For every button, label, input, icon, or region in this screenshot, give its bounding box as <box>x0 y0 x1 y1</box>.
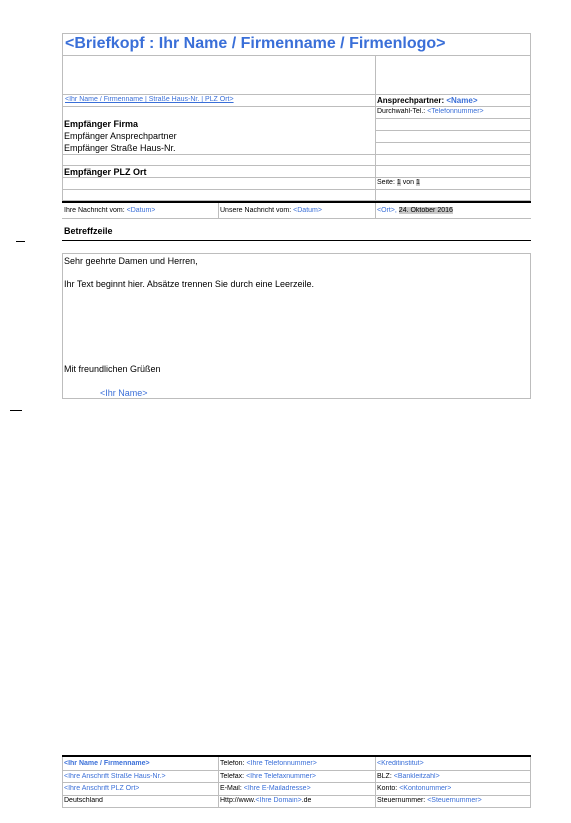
footer-company[interactable]: <Ihr Name / Firmenname> <box>64 760 150 767</box>
recipient-city[interactable]: Empfänger PLZ Ort <box>64 167 147 177</box>
footer-phone-value[interactable]: <Ihre Telefonnummer> <box>246 760 317 767</box>
divider <box>62 55 531 56</box>
place-date-cell <box>377 207 453 214</box>
reference-top-rule <box>62 201 531 203</box>
recipient-contact[interactable]: Empfänger Ansprechpartner <box>64 131 177 141</box>
divider <box>62 94 531 95</box>
contact-value[interactable]: <Name> <box>446 96 478 105</box>
closing[interactable]: Mit freundlichen Grüßen <box>64 364 161 374</box>
divider <box>62 189 531 190</box>
footer-blz-label: BLZ: <box>377 773 392 780</box>
footer-tax <box>377 797 482 804</box>
footer-country[interactable]: Deutschland <box>64 797 103 804</box>
footer-web-label: Http://www. <box>220 797 256 804</box>
footer-blz-value[interactable]: <Bankleitzahl> <box>393 773 440 780</box>
phone-value[interactable]: <Telefonnummer> <box>427 108 484 115</box>
divider <box>62 795 531 796</box>
divider <box>62 165 531 166</box>
footer-phone <box>220 760 317 767</box>
fold-mark-top <box>16 241 25 242</box>
footer-tax-label: Steuernummer: <box>377 797 426 804</box>
greeting[interactable]: Sehr geehrte Damen und Herren, <box>64 256 198 266</box>
contact-label: Ansprechpartner: <box>377 96 445 105</box>
your-message-cell <box>64 207 155 214</box>
footer-bank[interactable]: <Kreditinstitut> <box>377 760 424 767</box>
our-message-date[interactable]: <Datum> <box>293 207 322 214</box>
subject-rule <box>62 240 531 241</box>
footer-phone-label: Telefon: <box>220 760 245 767</box>
footer-account <box>377 785 451 792</box>
recipient-street[interactable]: Empfänger Straße Haus-Nr. <box>64 143 176 153</box>
letterhead-title[interactable]: <Briefkopf : Ihr Name / Firmenname / Firmenlogo> <box>65 35 446 52</box>
divider <box>62 218 531 219</box>
divider <box>375 142 531 143</box>
footer-fax <box>220 773 316 780</box>
page-label: Seite: <box>377 179 395 186</box>
contact-row <box>377 96 478 105</box>
our-message-label: Unsere Nachricht vom: <box>220 207 292 214</box>
footer-fax-value[interactable]: <Ihre Telefaxnummer> <box>246 773 316 780</box>
recipient-company[interactable]: Empfänger Firma <box>64 119 139 129</box>
phone-label: Durchwahl-Tel.: <box>377 108 426 115</box>
body-text[interactable]: Ihr Text beginnt hier. Absätze trennen Sie durch eine Leerzeile. <box>64 279 314 289</box>
footer-web <box>220 797 311 804</box>
footer-fax-label: Telefax: <box>220 773 245 780</box>
divider <box>62 154 531 155</box>
footer-web-value[interactable]: <Ihre Domain> <box>255 797 302 804</box>
page-current: 1 <box>396 179 401 186</box>
footer-account-value[interactable]: <Kontonummer> <box>399 785 452 792</box>
divider <box>375 757 376 808</box>
divider <box>62 782 531 783</box>
footer-tax-value[interactable]: <Steuernummer> <box>427 797 482 804</box>
divider <box>62 177 531 178</box>
divider <box>375 55 376 201</box>
footer-email-value[interactable]: <Ihre E-Mailadresse> <box>243 785 311 792</box>
footer-web-suffix: .de <box>301 797 312 804</box>
footer-blz <box>377 773 440 780</box>
page-total: 1 <box>415 179 420 186</box>
divider <box>375 203 376 218</box>
your-message-date[interactable]: <Datum> <box>126 207 156 214</box>
divider <box>218 757 219 808</box>
subject-line[interactable]: Betreffzeile <box>64 226 113 236</box>
date-field[interactable]: 24. Oktober 2016 <box>398 207 453 214</box>
divider <box>375 118 531 119</box>
footer-email <box>220 785 311 792</box>
your-message-label: Ihre Nachricht vom: <box>64 207 125 214</box>
our-message-cell <box>220 207 322 214</box>
footer-city[interactable]: <Ihre Anschrift PLZ Ort> <box>64 785 140 792</box>
divider <box>62 770 531 771</box>
fold-mark-middle <box>10 410 22 411</box>
divider <box>375 130 531 131</box>
place-field[interactable]: <Ort>, <box>377 207 397 214</box>
footer-street[interactable]: <Ihre Anschrift Straße Haus-Nr.> <box>64 773 166 780</box>
signature-name[interactable]: <Ihr Name> <box>100 388 148 398</box>
footer-email-label: E-Mail: <box>220 785 242 792</box>
letter-body-box <box>62 253 531 399</box>
divider <box>62 106 531 107</box>
page-of: von <box>402 179 415 186</box>
phone-row <box>377 108 484 115</box>
page-indicator <box>377 179 420 186</box>
footer-account-label: Konto: <box>377 785 398 792</box>
divider <box>218 203 219 218</box>
sender-line[interactable]: <Ihr Name / Firmenname | Straße Haus-Nr. | PLZ Ort> <box>65 96 234 103</box>
